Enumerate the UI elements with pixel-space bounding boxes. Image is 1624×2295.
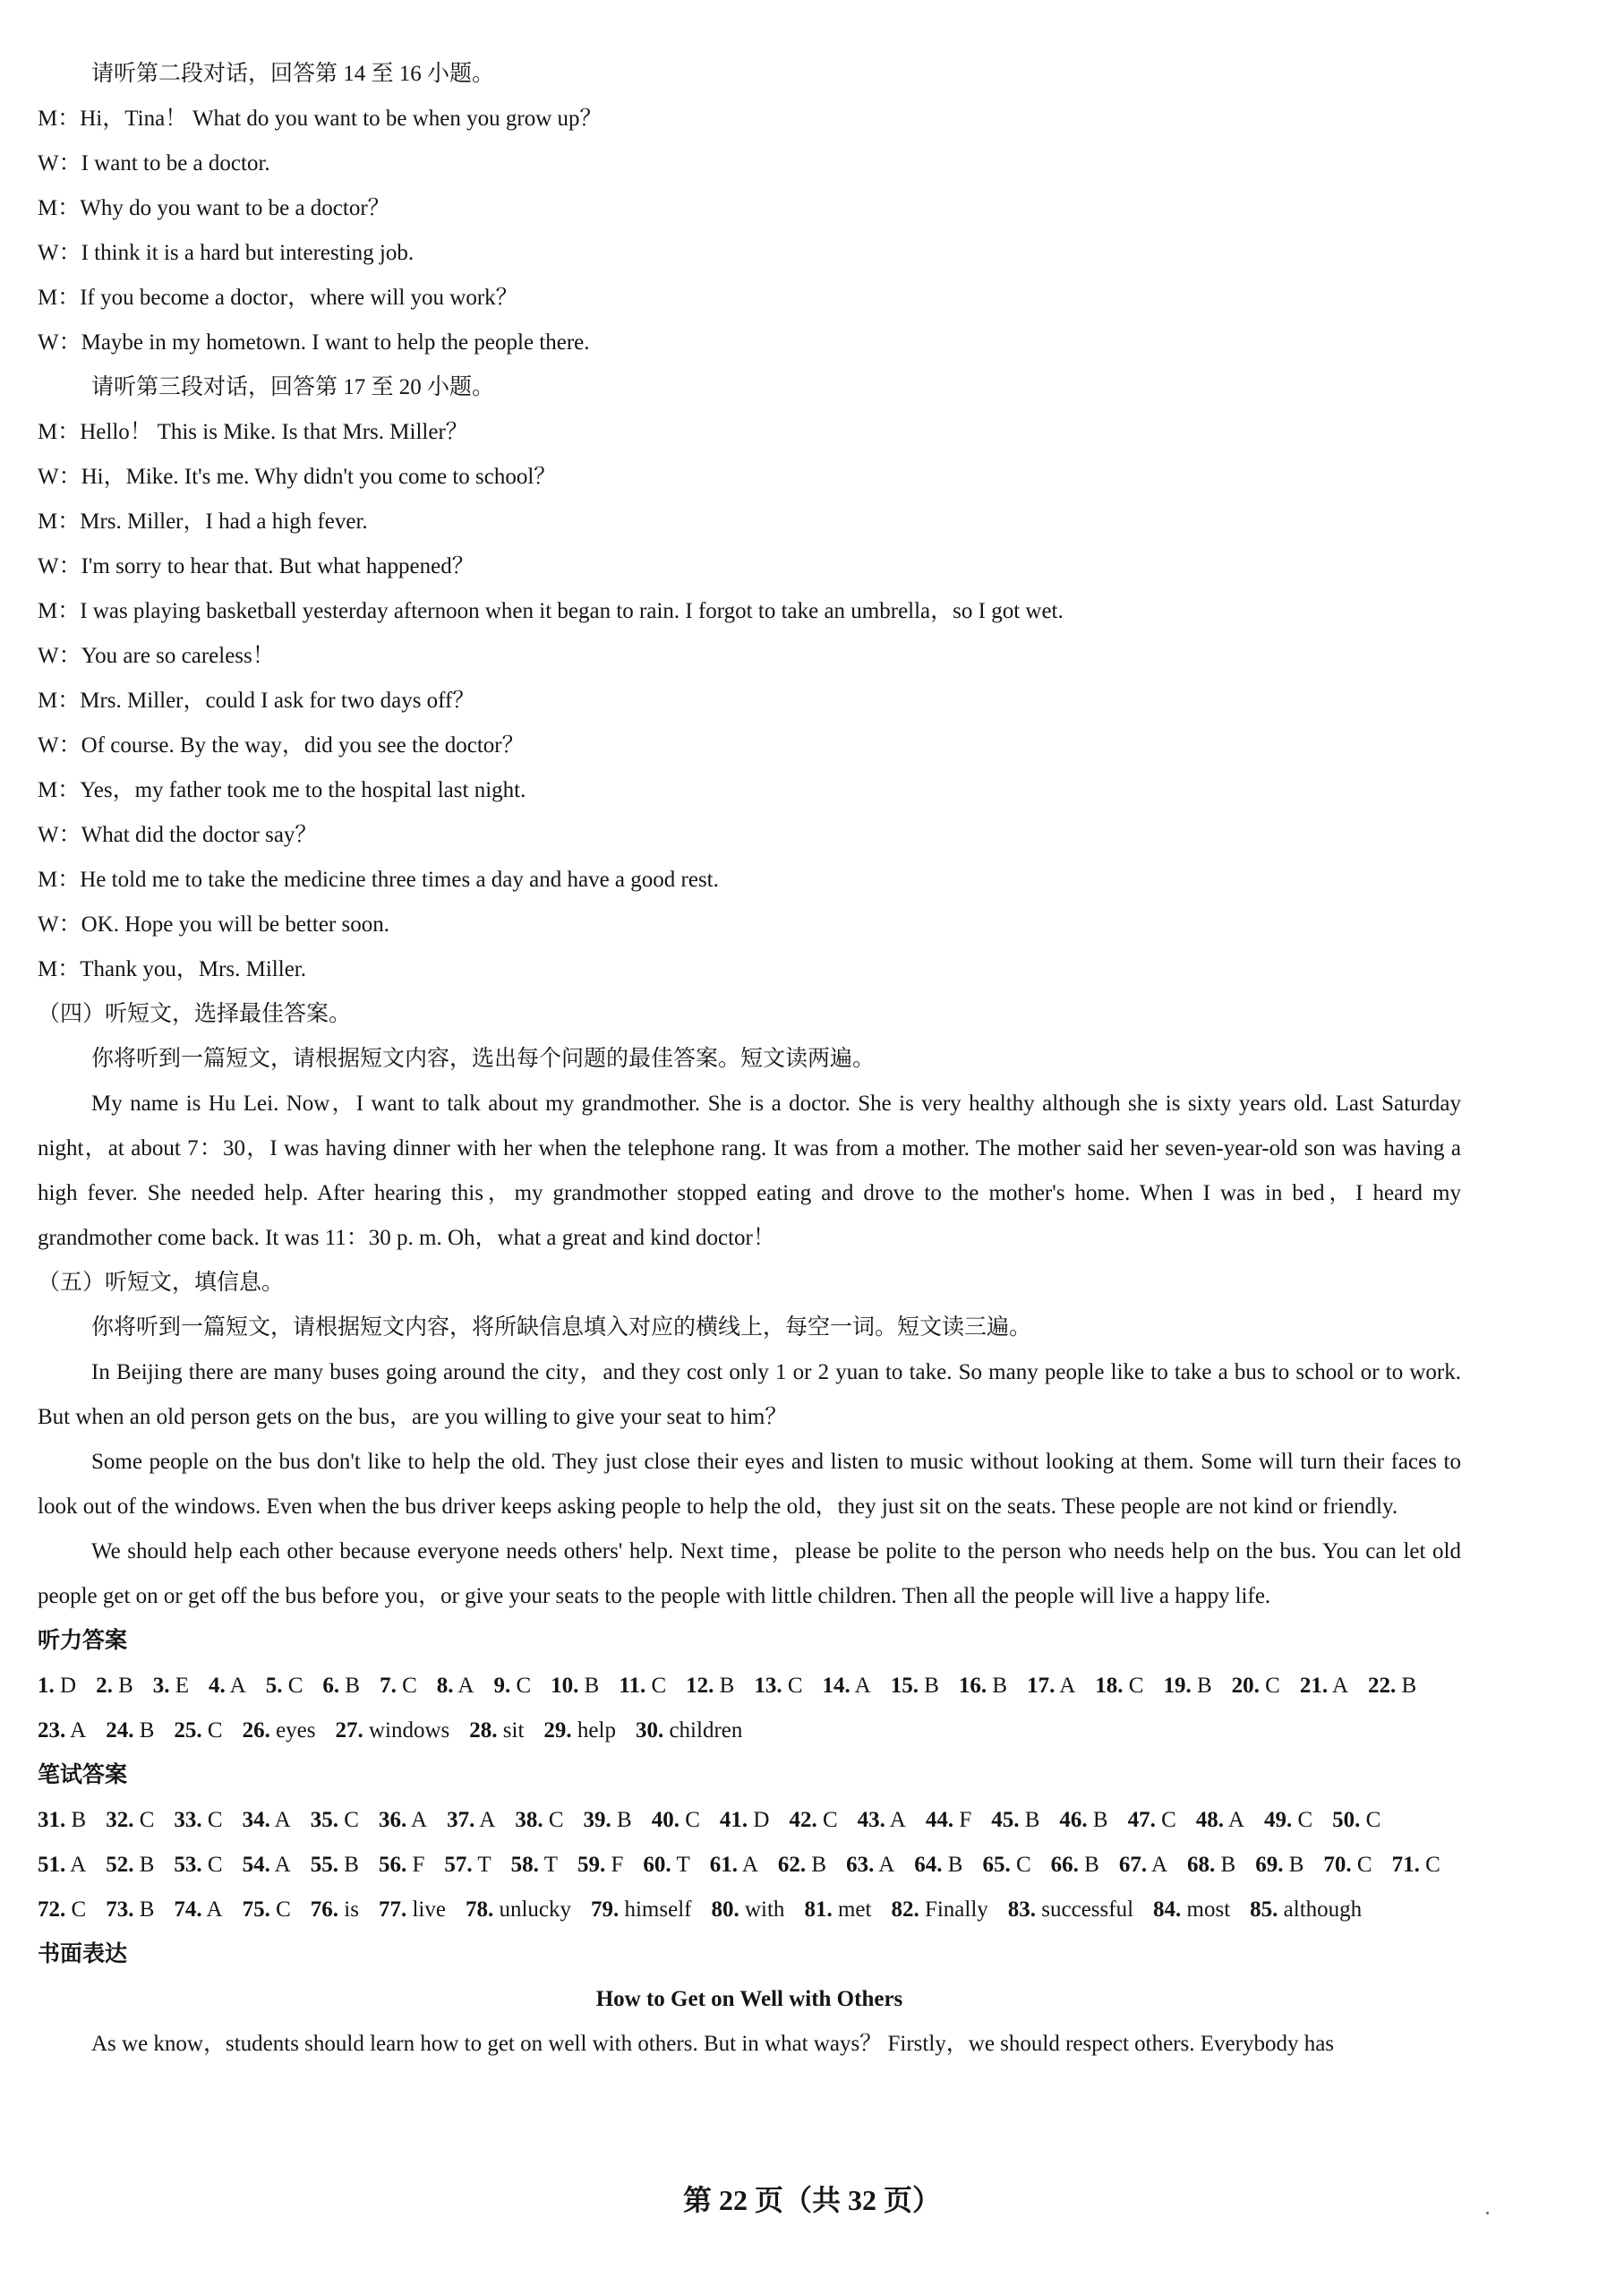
answer-item	[636, 1708, 742, 1753]
answer-value: A	[850, 1674, 871, 1698]
answer-number: 53.	[174, 1853, 202, 1877]
answer-number: 13.	[754, 1674, 782, 1698]
answer-item	[543, 1708, 616, 1753]
answer-value: himself	[619, 1897, 692, 1922]
answer-value: met	[832, 1897, 872, 1922]
answer-value: C	[1360, 1808, 1381, 1832]
answer-value: B	[339, 1674, 361, 1698]
answer-item	[711, 1888, 784, 1932]
answer-number: 26.	[242, 1718, 270, 1743]
answer-item	[174, 1888, 222, 1932]
answer-item	[153, 1664, 189, 1708]
answer-number: 10.	[551, 1674, 579, 1698]
answer-value: T	[671, 1853, 690, 1877]
section-5-heading: （五）听短文，填信息。	[38, 1271, 285, 1295]
dialogue-line: M：Yes，my father took me to the hospital last night.	[38, 778, 526, 802]
answer-item	[710, 1843, 758, 1888]
answer-item	[778, 1843, 826, 1888]
answer-value: B	[806, 1853, 827, 1877]
answer-value: C	[396, 1674, 417, 1698]
answer-number: 48.	[1195, 1808, 1225, 1832]
answer-number: 3.	[152, 1674, 170, 1698]
answer-item	[720, 1798, 770, 1843]
answer-item	[106, 1888, 154, 1932]
answer-item	[38, 1664, 76, 1708]
answer-item	[1300, 1664, 1348, 1708]
answer-value: F	[953, 1808, 972, 1832]
answer-item	[577, 1843, 623, 1888]
answer-number: 81.	[804, 1897, 833, 1922]
answer-number: 12.	[686, 1674, 714, 1698]
answer-item	[804, 1888, 871, 1932]
answer-item	[311, 1843, 359, 1888]
page-number-footer: 第 22 页（共 32 页）	[682, 2184, 941, 2216]
answer-item	[926, 1798, 971, 1843]
dialogue-line: M：Mrs. Miller，could I ask for two days off？	[38, 689, 475, 713]
dialogue-line: W：I want to be a doctor.	[38, 151, 270, 176]
answer-number: 43.	[857, 1808, 885, 1832]
answer-number: 34.	[242, 1808, 270, 1832]
answer-item	[243, 1843, 291, 1888]
answer-item	[551, 1664, 599, 1708]
answer-value: C	[1259, 1674, 1280, 1698]
answer-value: B	[1215, 1853, 1236, 1877]
answer-value: A	[1147, 1853, 1168, 1877]
answer-value: B	[65, 1808, 87, 1832]
answer-number: 17.	[1027, 1674, 1056, 1698]
answer-number: 31.	[38, 1808, 66, 1832]
dialogue-2-intro: 请听第二段对话，回答第 14 至 16 小题。	[91, 62, 495, 86]
answer-item	[1250, 1888, 1362, 1932]
dialogue-line: W：Of course. By the way，did you see the doctor？	[38, 733, 525, 758]
dialogue-line: M：Hello！ This is Mike. Is that Mrs. Miller？	[38, 420, 468, 444]
section-4-heading: （四）听短文，选择最佳答案。	[38, 1002, 352, 1026]
answer-number: 2.	[96, 1674, 113, 1698]
answer-value: children	[663, 1718, 743, 1743]
answer-number: 78.	[465, 1897, 494, 1922]
answer-item	[643, 1843, 689, 1888]
answer-number: 80.	[711, 1897, 739, 1922]
dialogue-line: M：Why do you want to be a doctor？	[38, 196, 390, 220]
answer-number: 74.	[174, 1897, 202, 1922]
answer-item	[1392, 1843, 1440, 1888]
answer-number: 52.	[106, 1853, 134, 1877]
answer-value: live	[406, 1897, 446, 1922]
answer-item	[174, 1843, 222, 1888]
answer-value: C	[1419, 1853, 1440, 1877]
dialogue-3-lines	[38, 410, 1461, 992]
answer-item	[1163, 1664, 1211, 1708]
answer-item	[858, 1798, 906, 1843]
answer-number: 85.	[1250, 1897, 1278, 1922]
answer-item	[619, 1664, 666, 1708]
answer-value: B	[338, 1853, 359, 1877]
answer-item	[466, 1888, 571, 1932]
section-5-paragraph-1: In Beijing there are many buses going around the city，and they cost only 1 or 2 yuan to take. So many people like to take a bus to school or to work. But when an old person gets on the bus，are you willing to give your seat to him？	[38, 1360, 1461, 1429]
answer-item	[96, 1664, 133, 1708]
answer-value: A	[1224, 1808, 1244, 1832]
answer-value: C	[269, 1897, 291, 1922]
answer-item	[891, 1888, 987, 1932]
answer-item	[686, 1664, 734, 1708]
dialogue-line: M：I was playing basketball yesterday afternoon when it began to rain. I forgot to take an umbrella，so I got wet.	[38, 599, 1064, 623]
written-answers-list	[38, 1798, 1461, 1932]
answer-number: 63.	[846, 1853, 875, 1877]
answer-number: 33.	[174, 1808, 202, 1832]
answer-number: 11.	[619, 1674, 646, 1698]
answer-item	[1008, 1888, 1133, 1932]
answer-item	[1264, 1798, 1312, 1843]
answer-number: 42.	[789, 1808, 817, 1832]
answer-item	[1196, 1798, 1244, 1843]
scan-speck	[1486, 2212, 1489, 2214]
answer-number: 47.	[1127, 1808, 1156, 1832]
answer-item	[515, 1798, 563, 1843]
answer-number: 5.	[265, 1674, 283, 1698]
answer-item	[1187, 1843, 1235, 1888]
answer-number: 76.	[310, 1897, 338, 1922]
answer-value: although	[1278, 1897, 1363, 1922]
answer-number: 50.	[1332, 1808, 1361, 1832]
answer-value: B	[714, 1674, 735, 1698]
answer-value: B	[1396, 1674, 1417, 1698]
answer-number: 23.	[38, 1718, 66, 1743]
answer-number: 44.	[925, 1808, 954, 1832]
answer-item	[174, 1708, 222, 1753]
answer-item	[106, 1843, 154, 1888]
answer-value: A	[1055, 1674, 1076, 1698]
answer-item	[1095, 1664, 1143, 1708]
answer-number: 46.	[1059, 1808, 1088, 1832]
answer-number: 16.	[958, 1674, 987, 1698]
dialogue-line: W：I'm sorry to hear that. But what happened？	[38, 554, 474, 578]
answer-value: C	[338, 1808, 359, 1832]
answer-value: C	[1292, 1808, 1313, 1832]
answer-item	[1119, 1843, 1167, 1888]
answer-number: 62.	[777, 1853, 807, 1877]
answer-item	[38, 1843, 86, 1888]
answer-number: 56.	[378, 1853, 407, 1877]
answer-number: 72.	[38, 1897, 66, 1922]
answer-value: B	[1191, 1674, 1212, 1698]
answer-value: C	[645, 1674, 667, 1698]
dialogue-2-lines	[38, 97, 1461, 365]
answer-value: B	[1078, 1853, 1099, 1877]
essay-title: How to Get on Well with Others	[595, 1987, 903, 2011]
answer-number: 84.	[1153, 1897, 1182, 1922]
answer-number: 69.	[1255, 1853, 1284, 1877]
answer-number: 24.	[106, 1718, 134, 1743]
answer-item	[444, 1843, 491, 1888]
answer-value: B	[133, 1853, 155, 1877]
answer-value: C	[782, 1674, 803, 1698]
answer-item	[1368, 1664, 1416, 1708]
answer-item	[959, 1664, 1007, 1708]
answer-item	[379, 1888, 446, 1932]
answer-value: A	[474, 1808, 496, 1832]
answer-value: C	[1010, 1853, 1031, 1877]
answer-number: 37.	[447, 1808, 475, 1832]
answer-item	[243, 1888, 291, 1932]
answer-number: 54.	[242, 1853, 270, 1877]
section-5-paragraph-2: Some people on the bus don't like to help the old. They just close their eyes and listen to music without looking at them. Some will turn their faces to look out of the windows. Even when the bus driver keeps asking people to help the old，they just sit on the seats. These people are not kind or friendly.	[38, 1450, 1461, 1519]
answer-value: B	[611, 1808, 632, 1832]
answer-value: C	[543, 1808, 564, 1832]
dialogue-line: M：If you become a doctor，where will you work？	[38, 286, 518, 310]
answer-number: 30.	[635, 1718, 664, 1743]
dialogue-line: M：He told me to take the medicine three times a day and have a good rest.	[38, 868, 719, 892]
answer-value: B	[1087, 1808, 1108, 1832]
answer-value: F	[605, 1853, 624, 1877]
answer-value: A	[65, 1853, 87, 1877]
answer-number: 6.	[322, 1674, 340, 1698]
answer-value: C	[201, 1808, 223, 1832]
answer-item	[1153, 1888, 1230, 1932]
answer-value: C	[1351, 1853, 1372, 1877]
answer-number: 45.	[991, 1808, 1020, 1832]
answer-item	[311, 1888, 359, 1932]
answer-item	[914, 1843, 962, 1888]
answer-number: 38.	[515, 1808, 543, 1832]
answer-item	[652, 1798, 700, 1843]
answer-number: 65.	[982, 1853, 1011, 1877]
answer-number: 51.	[38, 1853, 66, 1877]
answer-item	[379, 1843, 424, 1888]
essay-paragraph: As we know，students should learn how to get on well with others. But in what ways？ Firstly，we should respect others. Everybody has	[91, 2032, 1335, 2056]
answer-value: A	[737, 1853, 758, 1877]
answer-number: 20.	[1231, 1674, 1260, 1698]
answer-number: 7.	[380, 1674, 397, 1698]
answer-number: 9.	[493, 1674, 511, 1698]
answer-number: 59.	[577, 1853, 606, 1877]
answer-item	[754, 1664, 802, 1708]
answer-number: 55.	[310, 1853, 338, 1877]
answer-number: 58.	[510, 1853, 539, 1877]
answer-item	[584, 1798, 632, 1843]
dialogue-line: M：Hi，Tina！ What do you want to be when you grow up？	[38, 107, 603, 131]
answer-number: 32.	[106, 1808, 134, 1832]
answer-value: C	[510, 1674, 532, 1698]
section-4-instruction: 你将听到一篇短文，请根据短文内容，选出每个问题的最佳答案。短文读两遍。	[91, 1047, 876, 1071]
answer-value: C	[1123, 1674, 1144, 1698]
answer-item	[311, 1798, 359, 1843]
answer-item	[379, 1798, 427, 1843]
answer-value: C	[65, 1897, 87, 1922]
answer-number: 79.	[590, 1897, 620, 1922]
answer-value: B	[133, 1897, 155, 1922]
answer-value: B	[1283, 1853, 1304, 1877]
written-answers-heading: 笔试答案	[38, 1763, 128, 1787]
answer-number: 27.	[335, 1718, 363, 1743]
answer-value: B	[942, 1853, 963, 1877]
answer-number: 25.	[174, 1718, 202, 1743]
answer-item	[891, 1664, 939, 1708]
answer-value: C	[201, 1718, 223, 1743]
answer-item	[106, 1708, 154, 1753]
dialogue-line: W：Maybe in my hometown. I want to help the people there.	[38, 330, 590, 355]
answer-item	[447, 1798, 495, 1843]
answer-item	[38, 1798, 86, 1843]
dialogue-line: W：Hi，Mike. It's me. Why didn't you come to school？	[38, 465, 557, 489]
answer-value: A	[65, 1718, 87, 1743]
answer-item	[38, 1888, 86, 1932]
answer-number: 19.	[1163, 1674, 1192, 1698]
answer-item	[511, 1843, 558, 1888]
answer-number: 8.	[436, 1674, 454, 1698]
answer-item	[1255, 1843, 1303, 1888]
answer-value: B	[133, 1718, 155, 1743]
answer-value: C	[679, 1808, 700, 1832]
answer-number: 75.	[242, 1897, 270, 1922]
answer-item	[846, 1843, 894, 1888]
answer-item	[106, 1798, 154, 1843]
answer-number: 60.	[643, 1853, 671, 1877]
answer-item	[322, 1664, 360, 1708]
answer-item	[823, 1664, 871, 1708]
answer-value: A	[1328, 1674, 1349, 1698]
answer-value: T	[538, 1853, 558, 1877]
answer-value: F	[406, 1853, 425, 1877]
answer-value: B	[918, 1674, 939, 1698]
answer-value: B	[112, 1674, 133, 1698]
answer-item	[469, 1708, 524, 1753]
answer-value: A	[201, 1897, 223, 1922]
answer-value: B	[578, 1674, 600, 1698]
answer-value: Finally	[919, 1897, 988, 1922]
answer-item	[174, 1798, 222, 1843]
answer-number: 22.	[1368, 1674, 1397, 1698]
answer-number: 61.	[709, 1853, 738, 1877]
dialogue-line: W：OK. Hope you will be better soon.	[38, 912, 389, 937]
answer-value: C	[816, 1808, 838, 1832]
answer-number: 36.	[378, 1808, 407, 1832]
answer-item	[1323, 1843, 1372, 1888]
answer-item	[493, 1664, 531, 1708]
answer-value: A	[874, 1853, 895, 1877]
section-4-passage: My name is Hu Lei. Now，I want to talk about my grandmother. She is a doctor. She is very healthy although she is sixty years old. Last Saturday night，at about 7：30，I was having dinner with her when the telephone rang. It was from a mother. The mother said her seven-year-old son was having a high fever. She needed help. After hearing this，my grandmother stopped eating and drove to the mother's home. When I was in bed，I heard my grandmother come back. It was 11：30 p. m. Oh，what a great and kind doctor！	[38, 1092, 1461, 1250]
answer-value: help	[571, 1718, 616, 1743]
answer-value: C	[282, 1674, 303, 1698]
answer-number: 4.	[209, 1674, 226, 1698]
answer-number: 83.	[1007, 1897, 1037, 1922]
answer-value: A	[406, 1808, 428, 1832]
answer-number: 82.	[891, 1897, 919, 1922]
dialogue-line: M：Mrs. Miller，I had a high fever.	[38, 510, 368, 534]
answer-value: T	[472, 1853, 491, 1877]
answer-value: A	[269, 1808, 291, 1832]
answer-number: 29.	[543, 1718, 572, 1743]
answer-number: 71.	[1391, 1853, 1420, 1877]
dialogue-line: W：What did the doctor say？	[38, 823, 318, 847]
answer-item	[982, 1843, 1030, 1888]
answer-item	[437, 1664, 474, 1708]
answer-value: C	[1155, 1808, 1176, 1832]
answer-value: is	[338, 1897, 359, 1922]
answer-item	[1128, 1798, 1176, 1843]
answer-item	[789, 1798, 837, 1843]
dialogue-3-intro: 请听第三段对话，回答第 17 至 20 小题。	[91, 375, 495, 399]
answer-number: 64.	[914, 1853, 943, 1877]
answer-value: with	[739, 1897, 785, 1922]
answer-number: 73.	[106, 1897, 134, 1922]
answer-item	[380, 1664, 417, 1708]
answer-item	[243, 1708, 316, 1753]
answer-item	[335, 1708, 449, 1753]
answer-value: B	[987, 1674, 1008, 1698]
answer-number: 39.	[583, 1808, 611, 1832]
answer-item	[266, 1664, 303, 1708]
answer-number: 67.	[1118, 1853, 1148, 1877]
answer-item	[209, 1664, 246, 1708]
section-5-instruction: 你将听到一篇短文，请根据短文内容，将所缺信息填入对应的横线上，每空一词。短文读三遍。	[91, 1315, 1032, 1340]
dialogue-line: W：You are so careless！	[38, 644, 275, 668]
answer-value: A	[269, 1853, 291, 1877]
answer-value: eyes	[269, 1718, 316, 1743]
listening-answers-heading: 听力答案	[38, 1629, 128, 1653]
answer-number: 57.	[444, 1853, 473, 1877]
answer-value: sit	[497, 1718, 525, 1743]
answer-number: 15.	[890, 1674, 919, 1698]
answer-number: 28.	[469, 1718, 498, 1743]
writing-heading: 书面表达	[38, 1942, 128, 1966]
dialogue-line: M：Thank you，Mrs. Miller.	[38, 957, 306, 981]
answer-value: A	[885, 1808, 906, 1832]
answer-number: 1.	[38, 1674, 55, 1698]
answer-value: successful	[1036, 1897, 1134, 1922]
answer-number: 70.	[1323, 1853, 1352, 1877]
answer-value: unlucky	[493, 1897, 571, 1922]
answer-value: most	[1181, 1897, 1231, 1922]
answer-value: windows	[363, 1718, 450, 1743]
answer-value: D	[748, 1808, 770, 1832]
answer-value: B	[1019, 1808, 1040, 1832]
answer-item	[1027, 1664, 1075, 1708]
answer-value: D	[54, 1674, 77, 1698]
answer-number: 49.	[1263, 1808, 1293, 1832]
answer-item	[38, 1708, 86, 1753]
answer-value: C	[201, 1853, 223, 1877]
section-5-paragraph-3: We should help each other because everyone needs others' help. Next time，please be polite to the person who needs help on the bus. You can let old people get on or get off the bus before you，or give your seats to the people with little children. Then all the people will live a happy life.	[38, 1539, 1461, 1608]
answer-number: 77.	[378, 1897, 407, 1922]
answer-number: 66.	[1050, 1853, 1079, 1877]
answer-item	[591, 1888, 692, 1932]
answer-number: 40.	[651, 1808, 680, 1832]
answer-number: 18.	[1095, 1674, 1124, 1698]
listening-answers-list	[38, 1664, 1461, 1753]
answer-item	[1332, 1798, 1380, 1843]
answer-value: E	[169, 1674, 190, 1698]
answer-number: 68.	[1187, 1853, 1216, 1877]
answer-item	[991, 1798, 1039, 1843]
answer-value: C	[133, 1808, 155, 1832]
answer-number: 14.	[822, 1674, 850, 1698]
answer-value: A	[453, 1674, 474, 1698]
dialogue-line: W：I think it is a hard but interesting job.	[38, 241, 415, 265]
page-content	[38, 52, 1461, 2067]
answer-item	[1232, 1664, 1280, 1708]
answer-item	[243, 1798, 291, 1843]
answer-number: 35.	[310, 1808, 338, 1832]
answer-item	[1051, 1843, 1099, 1888]
answer-value: A	[225, 1674, 246, 1698]
answer-number: 21.	[1299, 1674, 1329, 1698]
answer-item	[1059, 1798, 1107, 1843]
answer-number: 41.	[719, 1808, 748, 1832]
